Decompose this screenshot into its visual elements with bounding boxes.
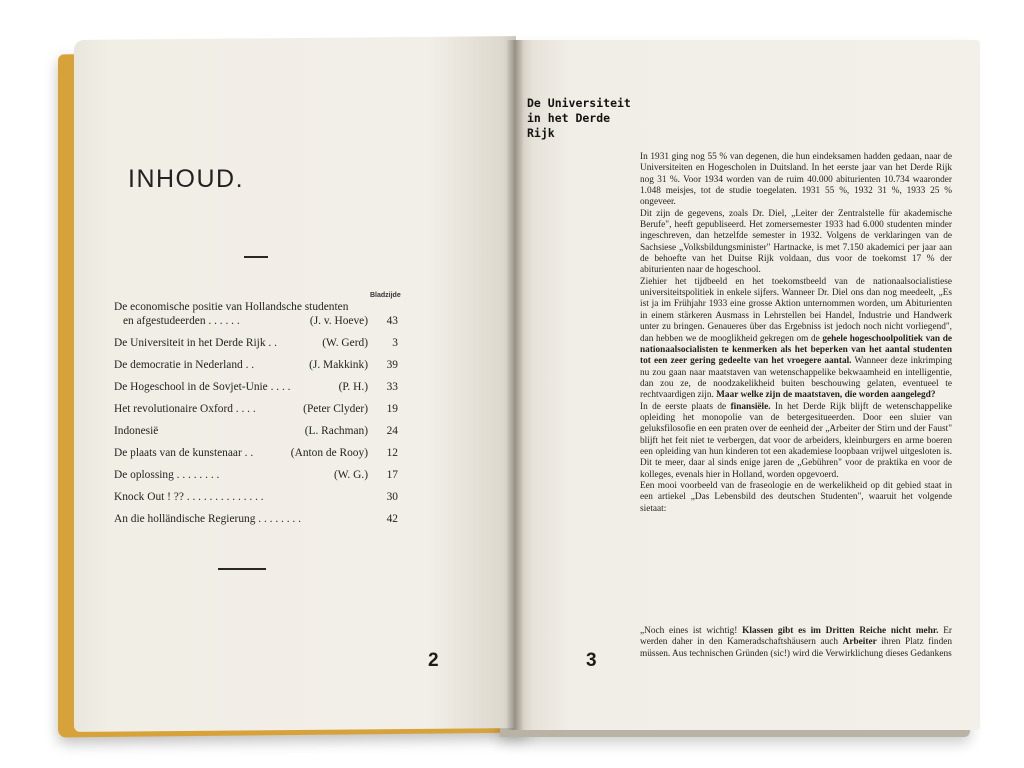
toc-entry-page: 42 (386, 513, 398, 525)
toc-entry-page: 43 (386, 315, 398, 327)
paragraph-text: Ziehier het tijdbeeld en het toekomstbeeld van de nationaalsocialistiese universiteitspolitiek in enkele sijfers. Wanneer Dr. Diel ons dan nog meedeelt, „Es ist ja im Frühjahr 1933 eine grosse Aktion unternommen worden, um Abiturienten in einem stärkeren Ausmass in Lehrstellen bei Handel, Industrie und Handwerk unter zu bringen. Genaueres über das Ergebniss ist jedoch noch nicht vorliegend", dan hebben we de mooglikheid gekregen om de (640, 276, 952, 344)
quote-emphasis: Arbeiter (842, 637, 877, 648)
toc-entry-title: Knock Out ! ?? . . . . . . . . . . . . . . (114, 491, 264, 503)
toc-entry (114, 490, 398, 512)
toc-entry-page: 39 (386, 359, 398, 371)
paragraph: Dit zijn de gegevens, zoals Dr. Diel, „Leiter der Zentralstelle für akademische Berufe", heeft gepubliseerd. Het zomersemester 1933 had 6.000 studenten minder ingeschreven, dan hetzelfde semester in 1932. Volgens de verklaringen van de Sachsiese „Volksbildungsminister" Hartnacke, is met 7.150 akademici per jaar aan de behoefte van het Duitse Rijk voldaan, dus voor de toekomst 17 % der abiturienten naar de hogeschool. (640, 208, 952, 276)
paragraph: In 1931 ging nog 55 % van degenen, die hun eindeksamen hadden gedaan, naar de Universiteiten en Hogescholen in Duitsland. In het eerste jaar van het Derde Rijk nog 31 %. Voor 1934 worden van de ruim 40.000 abiturienten 10.734 waaronder 1.048 meisjes, tot de studie toegelaten. 1931 55 %, 1932 31 %, 1933 25 % ongeveer. (640, 152, 952, 208)
toc-entry-author: (W. G.) (333, 469, 368, 481)
heading-rule (244, 256, 268, 258)
toc-entry-author: (J. Makkink) (309, 359, 368, 371)
toc-entry-title: De Universiteit in het Derde Rijk . . (114, 337, 277, 349)
paragraph-text: In het Derde Rijk blijft de wetenschappelike opleiding het monopolie van de betergesitueerden. Door een sluier van geluksfilosofie en een praten over de eenheid der „Arbeiter der Stirn und der Faust" blijft het feit niet te verbergen, dat voor de arbeiders, kleinburgers en arme boeren een opleiding van hun kinderen tot een akademiese loopbaan vrijwel uitgesloten is. Dit te meer, daar al sinds enige jaren de „Gebühren" voor de praktika en voor de kolleges, evenals hier in Holland, worden opgevoerd. (640, 401, 953, 480)
quote-emphasis: Klassen gibt es im Dritten Reiche nicht mehr. (742, 626, 939, 636)
article-title (527, 96, 657, 141)
paragraph-text: Wanneer deze inkrimping nu zou gaan naar maatstaven van wetenschappelike bekwaamheid en intelligentie, dan zou ze, de noodzakelikheid buiten beschouwing gelaten, eventueel te rechtvaardigen zijn. (640, 356, 953, 401)
article-title-line: De Universiteit (527, 96, 631, 110)
page-gutter (506, 40, 524, 730)
right-page-number: 3 (586, 650, 597, 671)
article-title-line: Rijk (527, 126, 555, 140)
quote-text: Er werden daher in den Kameradschaftshäusern auch (640, 626, 952, 648)
toc-entry-page: 19 (386, 403, 398, 415)
toc-entry (114, 358, 398, 380)
toc-entry (114, 446, 398, 468)
toc-entry (114, 380, 398, 402)
toc-entry-author: (J. v. Hoeve) (309, 315, 368, 327)
toc-entry-page: 33 (386, 381, 398, 393)
toc-entry-title: Het revolutionaire Oxford . . . . (114, 403, 256, 415)
article-body (640, 152, 952, 515)
toc-entry-author: (L. Rachman) (304, 425, 368, 437)
toc-entry-title: De plaats van de kunstenaar . . (114, 447, 254, 459)
toc-column-label: Bladzijde (370, 292, 401, 299)
toc-entry-author: (W. Gerd) (322, 337, 368, 349)
table-of-contents (114, 300, 398, 534)
quote-paragraph (640, 626, 952, 660)
quote-text: „Noch eines ist wichtig! (640, 626, 738, 636)
toc-entry-title: De democratie in Nederland . . (114, 359, 255, 371)
paragraph: Een mooi voorbeeld van de fraseologie en de werkelikheid op dit gebied staat in een artiekel „Das Lebensbild des deutschen Studenten", waaruit het volgende sietaat: (640, 480, 952, 514)
emphasis-text: gehele hogeschoolpolitiek van de nationaalsocialisten te kenmerken als het beperken van het aantal studenten tot een zeer gering gedeelte van het vroegere aantal. (640, 333, 952, 367)
toc-entry (114, 336, 398, 358)
emphasis-text: finansiële. (730, 401, 771, 412)
toc-entry (114, 402, 398, 424)
paragraph (640, 277, 952, 402)
toc-entry-page: 24 (386, 425, 398, 437)
toc-entry-author: (Anton de Rooy) (290, 447, 368, 459)
toc-entry (114, 512, 398, 534)
emphasis-text: Maar welke zijn de maatstaven, die worden aangelegd? (716, 390, 936, 401)
toc-entry-author: (Peter Clyder) (303, 403, 368, 415)
left-page-number: 2 (428, 650, 439, 671)
toc-entry-title: An die holländische Regierung . . . . . . . . (114, 513, 301, 525)
toc-entry (114, 300, 398, 336)
toc-entry-page: 12 (386, 447, 398, 459)
toc-entry-page: 3 (392, 337, 398, 349)
toc-entry-title: Indonesië (114, 425, 159, 437)
toc-entry-title-cont: en afgestudeerden . . . . . . (123, 315, 240, 327)
paragraph (640, 402, 952, 481)
article-title-line: in het Derde (527, 111, 611, 125)
toc-entry (114, 424, 398, 446)
toc-entry-title: De Hogeschool in de Sovjet-Unie . . . . (114, 381, 291, 393)
toc-entry-title: De economische positie van Hollandsche studenten (114, 301, 349, 313)
toc-entry-page: 17 (386, 469, 398, 481)
paragraph-text: In de eerste plaats de (640, 401, 727, 412)
toc-heading: INHOUD. (128, 165, 245, 193)
toc-entry-title: De oplossing . . . . . . . . (114, 469, 220, 481)
toc-entry-page: 30 (386, 491, 398, 503)
toc-entry (114, 468, 398, 490)
article-quote (640, 626, 952, 660)
footer-rule (218, 568, 266, 570)
quote-text: ihren Platz finden müssen. Aus technischen Gründen (sic!) wird die Verwirklichung dieses Gedankens (640, 637, 952, 659)
toc-entry-author: (P. H.) (338, 381, 368, 393)
